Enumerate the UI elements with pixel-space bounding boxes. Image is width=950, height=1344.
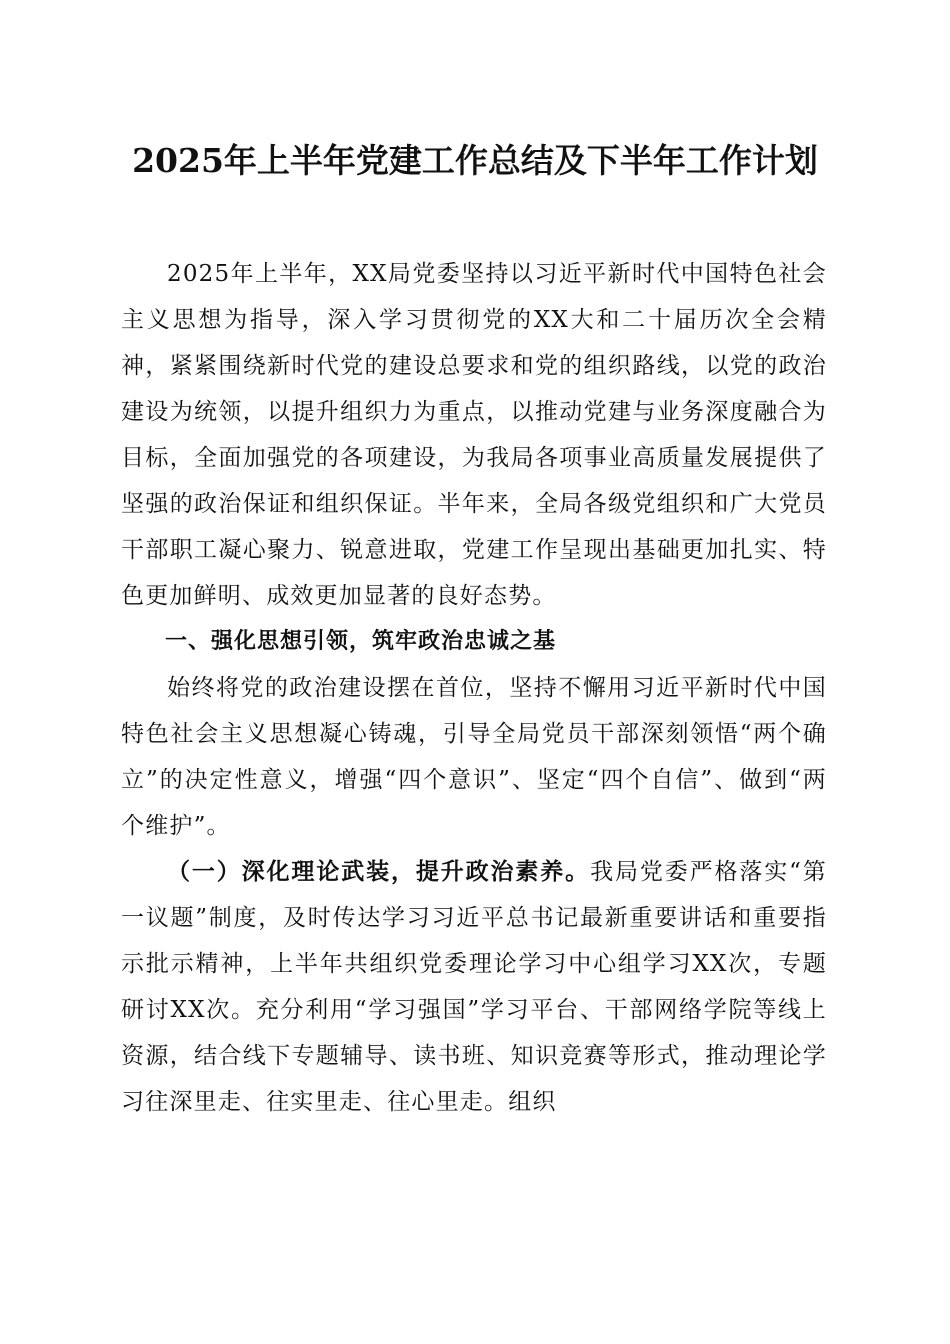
subsection-text: 我局党委严格落实“第一议题”制度，及时传达学习习近平总书记最新重要讲话和重要指示批示精神，上半年共组织党委理论学习中心组学习XX次，专题研讨XX次。充分利用“学习强国”学习平台、干部网络学院等线上资源，结合线下专题辅导、读书班、知识竞赛等形式，推动理论学习往深里走、往实里走、往心里走。组织 xyxy=(121,859,827,1115)
section-paragraph: 始终将党的政治建设摆在首位，坚持不懈用习近平新时代中国特色社会主义思想凝心铸魂，引导全局党员干部深刻领悟“两个确立”的决定性意义，增强“四个意识”、坚定“四个自信”、做到“两个维护”。 xyxy=(121,675,827,839)
document-body xyxy=(121,251,827,1125)
subsection-lead: （一）深化理论武装，提升政治素养。 xyxy=(167,859,591,885)
section-heading: 一、强化思想引领，筑牢政治忠诚之基 xyxy=(165,629,557,654)
subsection-paragraph xyxy=(121,849,827,1125)
intro-paragraph: 2025年上半年，XX局党委坚持以习近平新时代中国特色社会主义思想为指导，深入学习贯彻党的XX大和二十届历次全会精神，紧紧围绕新时代党的建设总要求和党的组织路线，以党的政治建设为统领，以提升组织力为重点，以推动党建与业务深度融合为目标，全面加强党的各项建设，为我局各项事业高质量发展提供了坚强的政治保证和组织保证。半年来，全局各级党组织和广大党员干部职工凝心聚力、锐意进取，党建工作呈现出基础更加扎实、特色更加鲜明、成效更加显著的良好态势。 xyxy=(121,261,827,609)
document-title: 2025年上半年党建工作总结及下半年工作计划 xyxy=(132,141,818,180)
